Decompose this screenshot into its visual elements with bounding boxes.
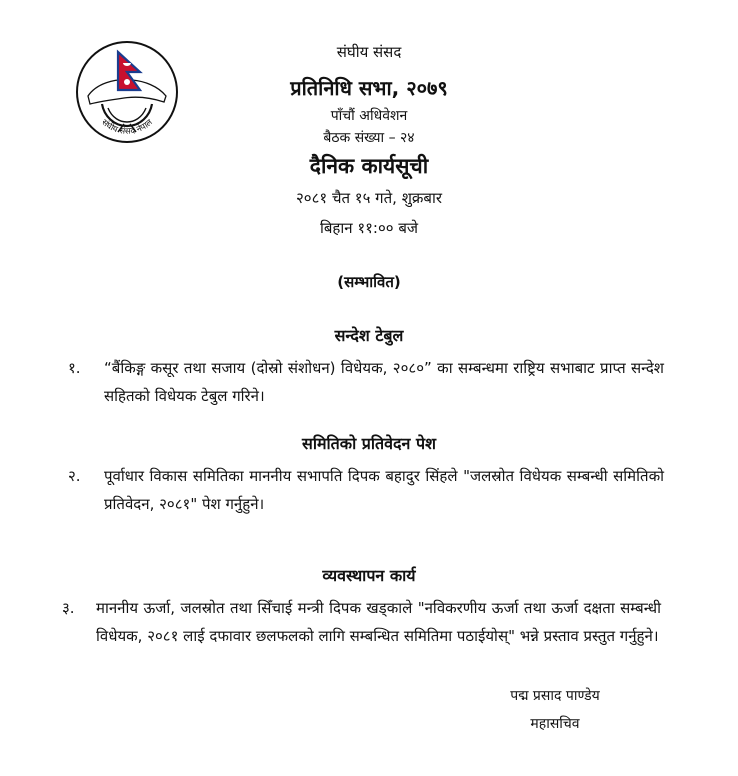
meeting-time: बिहान ११:०० बजे (319, 219, 419, 237)
signatory-title: महासचिव (530, 716, 580, 732)
meeting-date: २०८१ चैत १५ गते, शुक्रबार (295, 189, 443, 207)
section-heading-legislative-business: व्यवस्थापन कार्य (322, 566, 416, 585)
section-heading-committee-report: समितिको प्रतिवेदन पेश (302, 434, 436, 453)
signatory-name: पद्म प्रसाद पाण्डेय (510, 688, 600, 704)
status-label: (सम्भावित) (337, 273, 401, 291)
section-heading-message-table: सन्देश टेबुल (334, 326, 404, 345)
item-number: १. (68, 359, 81, 377)
organization-name: संघीय संसद (336, 43, 402, 61)
item-text: माननीय ऊर्जा, जलस्रोत तथा सिँचाई मन्त्री दिपक खड्काले "नविकरणीय ऊर्जा तथा ऊर्जा दक्षता सम्बन्धी विधेयक, २०८१ लाई दफावार छलफलको लागि सम्बन्धित समितिमा पठाईयोस्" भन्ने प्रस्ताव प्रस्तुत गर्नुहुने। (96, 599, 661, 645)
svg-text:संघीय संसद नेपाल: संघीय संसद नेपाल (99, 117, 155, 137)
house-title: प्रतिनिधि सभा, २०७९ (290, 76, 448, 100)
item-number: २. (68, 467, 81, 485)
item-number: ३. (62, 599, 75, 617)
session-label: पाँचौं अधिवेशन (330, 108, 408, 124)
item-text: “बैंकिङ्ग कसूर तथा सजाय (दोस्रो संशोधन) विधेयक, २०८०” का सम्बन्धमा राष्ट्रिय सभाबाट प्राप्त सन्देश सहितको विधेयक टेबुल गरिने। (104, 359, 664, 405)
item-text: पूर्वाधार विकास समितिका माननीय सभापति दिपक बहादुर सिंहले "जलस्रोत विधेयक सम्बन्धी समितिको प्रतिवेदन, २०८१" पेश गर्नुहुने। (104, 467, 664, 513)
meeting-number: बैठक संख्या – २४ (323, 130, 415, 146)
agenda-title: दैनिक कार्यसूची (309, 154, 429, 178)
